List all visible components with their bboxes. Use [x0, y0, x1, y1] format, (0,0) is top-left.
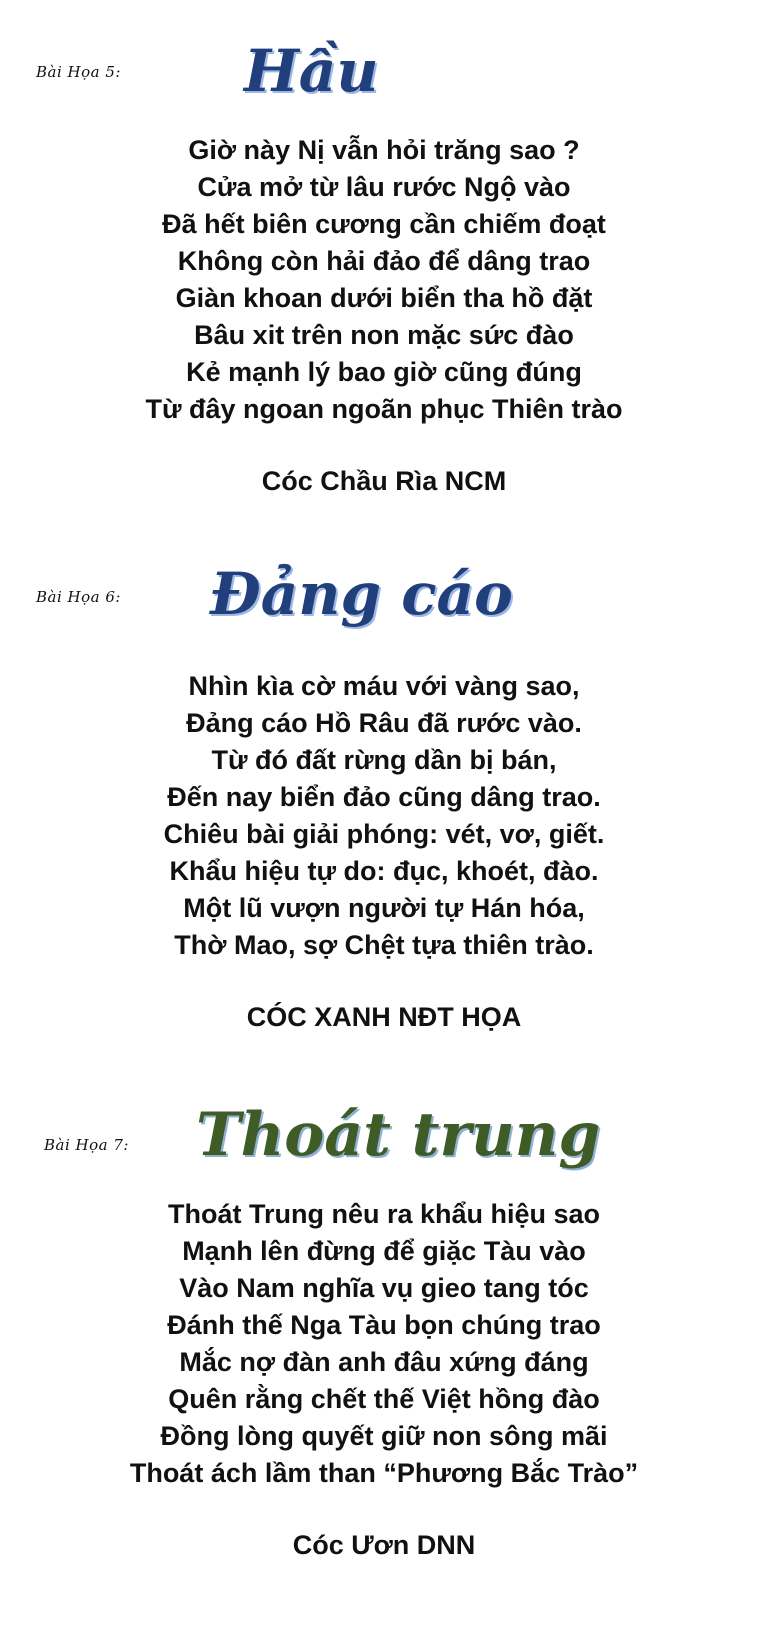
verse-line: Thoát ách lầm than “Phương Bắc Trào”	[129, 1458, 639, 1488]
poem-7-label: Bài Họa 7:	[44, 1136, 129, 1154]
verse-line: Đã hết biên cương cần chiếm đoạt	[162, 209, 606, 239]
verse-line: Một lũ vượn người tự Hán hóa,	[183, 893, 585, 923]
poem-7-title: Thoát trung	[196, 1100, 601, 1170]
verse-line: Giờ này Nị vẫn hỏi trăng sao ?	[188, 135, 580, 165]
verse-line: Mạnh lên đừng để giặc Tàu vào	[182, 1236, 586, 1266]
verse-line: Chiêu bài giải phóng: vét, vơ, giết.	[163, 819, 605, 849]
poem-5-label: Bài Họa 5:	[36, 63, 121, 81]
verse-line: Vào Nam nghĩa vụ gieo tang tóc	[179, 1273, 589, 1303]
verse-line: Khẩu hiệu tự do: đục, khoét, đào.	[169, 856, 599, 886]
poem-6-author: CÓC XANH NĐT HỌA	[246, 1002, 522, 1032]
verse-line: Quên rằng chết thế Việt hồng đào	[168, 1384, 600, 1414]
poem-5-author: Cóc Chầu Rìa NCM	[261, 466, 507, 496]
verse-line: Không còn hải đảo để dâng trao	[177, 246, 591, 276]
verse-line: Từ đó đất rừng dần bị bán,	[211, 745, 557, 775]
verse-line: Đến nay biển đảo cũng dâng trao.	[167, 782, 601, 812]
verse-line: Mắc nợ đàn anh đâu xứng đáng	[179, 1347, 589, 1377]
verse-line: Từ đây ngoan ngoãn phục Thiên trào	[145, 394, 623, 424]
verse-line: Đồng lòng quyết giữ non sông mãi	[160, 1421, 608, 1451]
poem-6-title: Đảng cáo	[210, 560, 513, 628]
verse-line: Đảng cáo Hồ Râu đã rước vào.	[186, 708, 582, 738]
verse-line: Cửa mở từ lâu rước Ngộ vào	[197, 172, 571, 202]
verse-line: Thờ Mao, sợ Chệt tựa thiên trào.	[174, 930, 594, 960]
verse-line: Thoát Trung nêu ra khẩu hiệu sao	[167, 1199, 601, 1229]
verse-line: Đánh thế Nga Tàu bọn chúng trao	[167, 1310, 601, 1340]
verse-line: Nhìn kìa cờ máu với vàng sao,	[188, 671, 580, 701]
poem-7-author: Cóc Ươn DNN	[292, 1530, 476, 1560]
poem-5-title: Hầu	[244, 37, 379, 105]
poem-6-label: Bài Họa 6:	[36, 588, 121, 606]
verse-line: Bâu xit trên non mặc sức đào	[194, 320, 574, 350]
verse-line: Giàn khoan dưới biển tha hồ đặt	[175, 283, 593, 313]
verse-line: Kẻ mạnh lý bao giờ cũng đúng	[186, 357, 582, 387]
poem-7-verses	[0, 1196, 768, 1492]
